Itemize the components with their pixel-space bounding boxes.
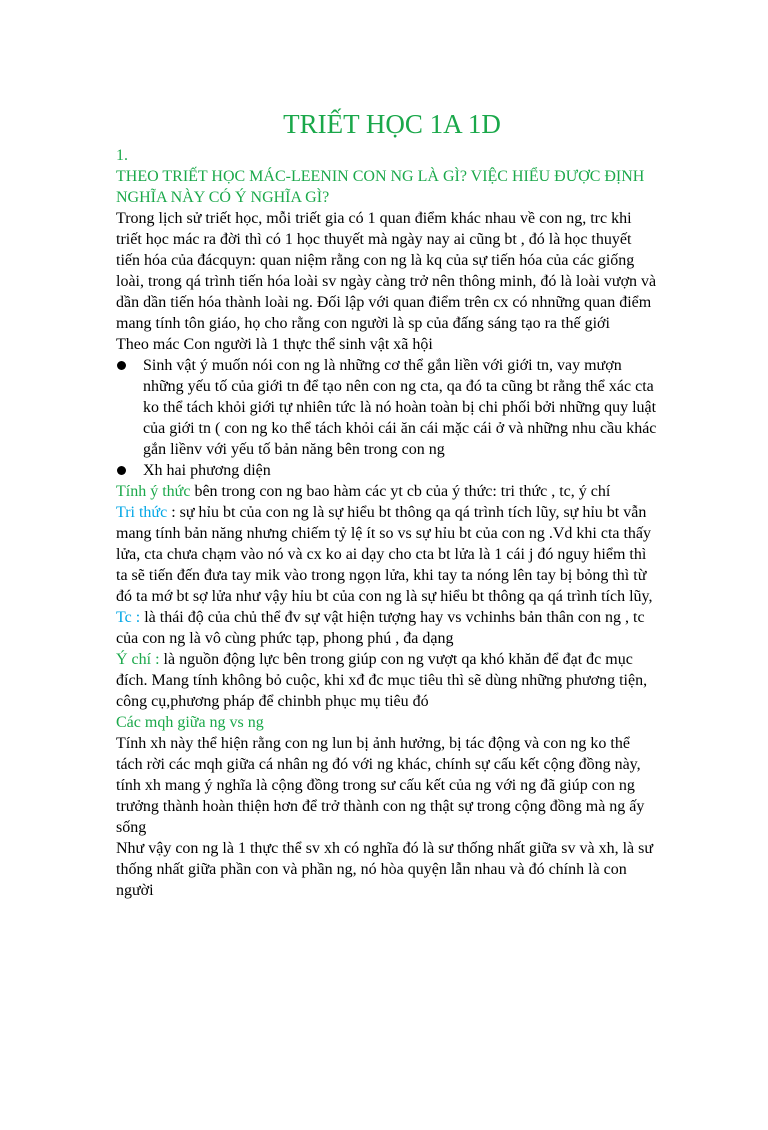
- tinh-y-thuc-label: Tính ý thức: [116, 483, 191, 500]
- tc-text: là thái độ của chủ thể đv sự vật hiện tượng hay vs vchinhs bản thân con ng , tc của con ng là vô cùng phức tạp, phong phú , đa dạng: [116, 609, 645, 647]
- tc-paragraph: [116, 607, 658, 649]
- marx-definition: Theo mác Con người là 1 thực thể sinh vật xã hội: [116, 336, 433, 353]
- question-number: 1.: [116, 147, 128, 164]
- mqh-paragraph: Tính xh này thể hiện rằng con ng lun bị ảnh hưởng, bị tác động và con ng ko thể tách rời các mqh giữa cá nhân ng đó với ng khác, chính sự cấu kết cộng đồng này, tính xh mang ý nghĩa là cộng đồng trong sư cấu kết của ng với ng đã giúp con ng trưởng thành hoàn thiện hơn để trở thành con ng thật sự trong cộng đồng mà ng ấy sống: [116, 735, 645, 836]
- intro-paragraph: Trong lịch sử triết học, mỗi triết gia có 1 quan điểm khác nhau về con ng, trc khi triết học mác ra đời thì có 1 học thuyết mà ngày nay ai cũng bt , đó là học thuyết tiến hóa của đácquyn: quan niệm rằng con ng là kq của sự tiến hóa của các giống loài, trong qá trình tiến hóa loài sv ngày càng trở nên thông minh, đó là loài vượn và dần dần tiến hóa thành loài ng. Đối lập với quan điểm trên cx có nhnững quan điểm mang tính tôn giáo, họ cho rằng con người là sp của đấng sáng tạo ra thế giới: [116, 210, 657, 332]
- question-heading: THEO TRIẾT HỌC MÁC-LEENIN CON NG LÀ GÌ? VIỆC HIỂU ĐƯỢC ĐỊNH NGHĨA NÀY CÓ Ý NGHĨA GÌ?: [116, 168, 645, 206]
- y-chi-text: là nguồn động lực bên trong giúp con ng vượt qa khó khăn để đạt đc mục đích. Mang tính không bỏ cuộc, khi xđ đc mục tiêu thì sẽ dùng những phương tiện, công cụ,phương pháp để chinbh phục mụ tiêu đó: [116, 651, 648, 710]
- bullet-list: [116, 355, 658, 481]
- list-item: [116, 460, 658, 481]
- bullet-icon: [117, 361, 126, 370]
- tinh-y-thuc-paragraph: [116, 481, 658, 502]
- bullet-text: Sinh vật ý muốn nói con ng là những cơ thể gắn liền với giới tn, vay mượn những yếu tố của giới tn để tạo nên con ng cta, qa đó ta cũng bt rằng thể xác cta ko thể tách khỏi giới tự nhiên tức là nó hoàn toàn bị chi phối bởi những quy luật của giới tn ( con ng ko thể tách khỏi cái ăn cái mặc cái ở và những nhu cầu khác gắn liềnv với yếu tố bản năng bên trong con ng: [143, 357, 657, 458]
- bullet-text: Xh hai phương diện: [143, 462, 271, 479]
- tri-thuc-paragraph: [116, 502, 658, 607]
- bullet-icon: [117, 466, 126, 475]
- list-item: [116, 355, 658, 460]
- mqh-heading: Các mqh giữa ng vs ng: [116, 714, 264, 731]
- tinh-y-thuc-text: bên trong con ng bao hàm các yt cb của ý thức: tri thức , tc, ý chí: [190, 483, 611, 500]
- conclusion-paragraph: Như vậy con ng là 1 thực thể sv xh có nghĩa đó là sư thống nhất giữa sv và xh, là sư thống nhất giữa phần con và phần ng, nó hòa quyện lẫn nhau và đó chính là con người: [116, 840, 654, 899]
- document-page: [0, 106, 768, 1130]
- tri-thuc-text: : sự hỉu bt của con ng là sự hiểu bt thông qa qá trình tích lũy, sự hỉu bt vẫn mang tính bản năng nhưng chiếm tỷ lệ ít so vs sự hỉu bt của con ng .Vd khi cta thấy lửa, cta chưa chạm vào nó và cx ko ai dạy cho cta bt lửa là 1 cái j đó nguy hiểm thì ta sẽ tiến đến đưa tay mik vào trong ngọn lửa, khi tay ta nóng lên tay bị bỏng thì từ đó ta mớ bt sợ lửa như vậy hỉu bt của con ng là sự hiểu bt thông qa qá trình tích lũy,: [116, 504, 653, 605]
- tri-thuc-label: Tri thức: [116, 504, 168, 521]
- document-title: TRIẾT HỌC 1A 1D: [283, 109, 501, 139]
- y-chi-label: Ý chí :: [116, 651, 160, 668]
- tc-label: Tc :: [116, 609, 141, 626]
- y-chi-paragraph: [116, 649, 658, 712]
